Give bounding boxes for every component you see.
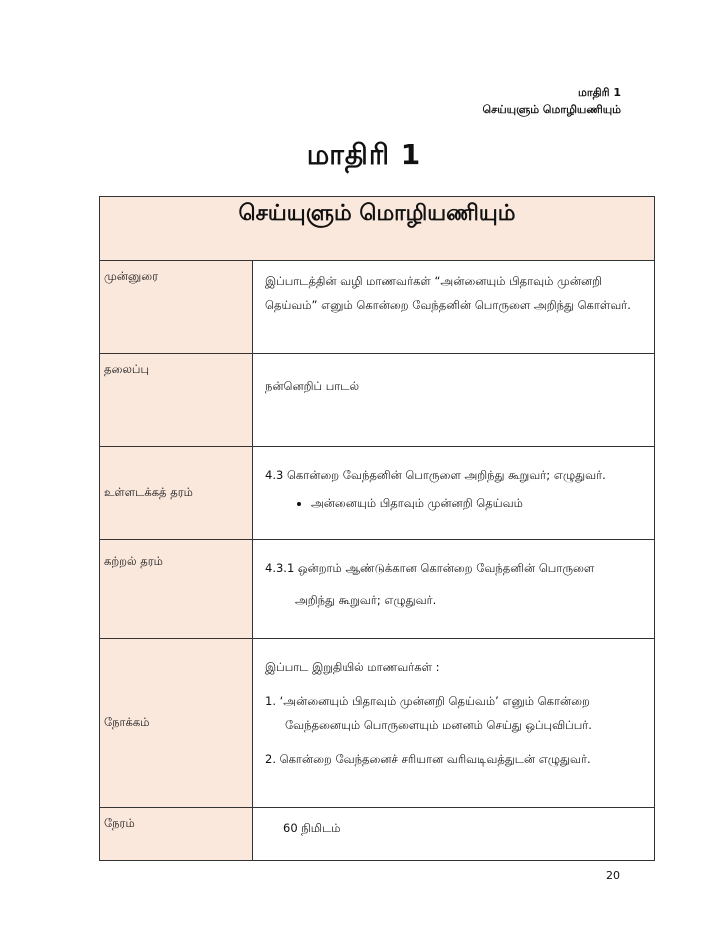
- objective-cell: [253, 639, 655, 808]
- topic-label: தலைப்பு: [100, 354, 253, 447]
- learning-standard-cell: [253, 540, 655, 639]
- page-title: மாதிரி 1: [306, 138, 422, 171]
- running-header-topic: செய்யுளும் மொழியணியும்: [482, 103, 621, 116]
- intro-row: [100, 261, 655, 354]
- objective-item2: 2. கொன்றை வேந்தனைச் சரியான வரிவடிவத்துடன் எழுதுவர்.: [265, 752, 591, 766]
- intro-text: இப்பாடத்தின் வழி மாணவர்கள் “அன்னையும் பிதாவும் முன்னறி தெய்வம்” எனும் கொன்றை வேந்தனின் பொருளை அறிந்து கொள்வர்.: [253, 261, 655, 354]
- objective-item1-line2: வேந்தனையும் பொருளையும் மனனம் செய்து ஒப்புவிப்பர்.: [285, 718, 592, 732]
- time-row: [100, 808, 655, 861]
- learning-standard-line2: அறிந்து கூறுவர்; எழுதுவர்.: [295, 593, 437, 607]
- objective-row: [100, 639, 655, 808]
- time-label: நேரம்: [100, 808, 253, 861]
- topic-row: [100, 354, 655, 447]
- running-header-model: மாதிரி 1: [577, 86, 621, 99]
- content-standard-row: [100, 447, 655, 540]
- content-standard-text: 4.3 கொன்றை வேந்தனின் பொருளை அறிந்து கூறுவர்; எழுதுவர்.: [265, 468, 606, 482]
- content-standard-list: [265, 491, 642, 515]
- lesson-plan-table: [99, 196, 655, 861]
- banner-row: [100, 197, 655, 261]
- topic-text: நன்னெறிப் பாடல்: [253, 354, 655, 447]
- page-number: 20: [606, 869, 620, 882]
- learning-standard-line1: 4.3.1 ஒன்றாம் ஆண்டுக்கான கொன்றை வேந்தனின் பொருளை: [265, 561, 595, 575]
- intro-label: முன்னுரை: [100, 261, 253, 354]
- content-standard-label: உள்ளடக்கத் தரம்: [100, 447, 253, 540]
- objective-item1-line1: 1. ‘அன்னையும் பிதாவும் முன்னறி தெய்வம்’ எனும் கொன்றை: [265, 694, 590, 708]
- table-banner: செய்யுளும் மொழியணியும்: [100, 197, 655, 261]
- content-standard-bullet: • அன்னையும் பிதாவும் முன்னறி தெய்வம்: [311, 491, 642, 515]
- learning-standard-label: கற்றல் தரம்: [100, 540, 253, 639]
- objective-intro: இப்பாட இறுதியில் மாணவர்கள் :: [265, 660, 440, 674]
- content-standard-cell: [253, 447, 655, 540]
- time-text: 60 நிமிடம்: [253, 808, 655, 861]
- learning-standard-row: [100, 540, 655, 639]
- objective-label: நோக்கம்: [100, 639, 253, 808]
